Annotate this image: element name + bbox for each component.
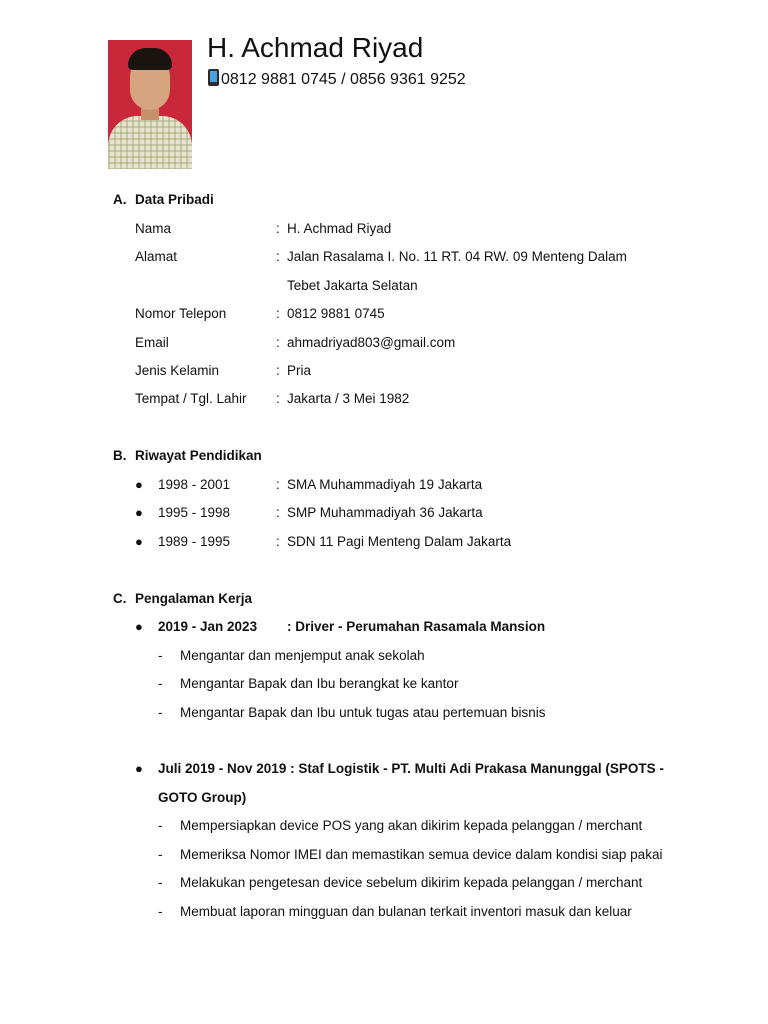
bullet: ● — [135, 505, 143, 520]
education-school: SMA Muhammadiyah 19 Jakarta — [287, 477, 483, 492]
bullet: ● — [135, 761, 143, 776]
education-school: SMP Muhammadiyah 36 Jakarta — [287, 505, 483, 520]
profile-photo — [108, 40, 192, 169]
job-heading: Juli 2019 - Nov 2019 : Staf Logistik - PT. Multi Adi Prakasa Manunggal (SPOTS - — [158, 761, 664, 776]
section-c-letter: C. — [113, 591, 127, 606]
value-alamat: Jalan Rasalama I. No. 11 RT. 04 RW. 09 Menteng Dalam — [287, 249, 627, 264]
job-duty: Mempersiapkan device POS yang akan dikirim kepada pelanggan / merchant — [180, 818, 643, 833]
education-years: 1995 - 1998 — [158, 505, 231, 520]
section-b-letter: B. — [113, 448, 127, 463]
label-email: Email — [135, 335, 169, 350]
label-nama: Nama — [135, 221, 172, 236]
value-alamat-line2: Tebet Jakarta Selatan — [287, 278, 418, 293]
job-duty: Melakukan pengetesan device sebelum dikirim kepada pelanggan / merchant — [180, 875, 643, 890]
job-duty: Memeriksa Nomor IMEI dan memastikan semua device dalam kondisi siap pakai — [180, 847, 663, 862]
job-heading-line2: GOTO Group) — [158, 790, 247, 805]
dash: - — [158, 648, 163, 663]
job-duty: Mengantar Bapak dan Ibu berangkat ke kantor — [180, 676, 459, 691]
bullet: ● — [135, 619, 143, 634]
colon: : — [276, 221, 280, 236]
job-duty: Membuat laporan mingguan dan bulanan terkait inventori masuk dan keluar — [180, 904, 632, 919]
dash: - — [158, 875, 163, 890]
dash: - — [158, 847, 163, 862]
dash: - — [158, 904, 163, 919]
education-years: 1989 - 1995 — [158, 534, 231, 549]
dash: - — [158, 818, 163, 833]
colon: : — [276, 477, 280, 492]
mobile-phone-icon — [208, 69, 219, 86]
colon: : — [276, 249, 280, 264]
education-years: 1998 - 2001 — [158, 477, 231, 492]
value-jenis-kelamin: Pria — [287, 363, 312, 378]
colon: : — [276, 335, 280, 350]
section-b-title: Riwayat Pendidikan — [135, 448, 262, 463]
value-email: ahmadriyad803@gmail.com — [287, 335, 456, 350]
bullet: ● — [135, 477, 143, 492]
label-telepon: Nomor Telepon — [135, 306, 227, 321]
colon: : — [276, 505, 280, 520]
label-alamat: Alamat — [135, 249, 178, 264]
colon: : — [276, 391, 280, 406]
job-position: : Driver - Perumahan Rasamala Mansion — [287, 619, 546, 634]
education-school: SDN 11 Pagi Menteng Dalam Jakarta — [287, 534, 512, 549]
value-nama: H. Achmad Riyad — [287, 221, 392, 236]
job-duty: Mengantar Bapak dan Ibu untuk tugas atau pertemuan bisnis — [180, 705, 546, 720]
colon: : — [276, 534, 280, 549]
dash: - — [158, 705, 163, 720]
section-c-title: Pengalaman Kerja — [135, 591, 253, 606]
job-duty: Mengantar dan menjemput anak sekolah — [180, 648, 425, 663]
dash: - — [158, 676, 163, 691]
value-tempat-tgl-lahir: Jakarta / 3 Mei 1982 — [287, 391, 410, 406]
phone-numbers — [208, 69, 466, 89]
value-telepon: 0812 9881 0745 — [287, 306, 385, 321]
resume-name: H. Achmad Riyad — [207, 32, 424, 63]
section-a-letter: A. — [113, 192, 127, 207]
job-period: 2019 - Jan 2023 — [158, 619, 258, 634]
colon: : — [276, 306, 280, 321]
colon: : — [276, 363, 280, 378]
label-jenis-kelamin: Jenis Kelamin — [135, 363, 220, 378]
bullet: ● — [135, 534, 143, 549]
phone-numbers-text: 0812 9881 0745 / 0856 9361 9252 — [221, 71, 466, 88]
label-tempat-tgl-lahir: Tempat / Tgl. Lahir — [135, 391, 247, 406]
section-a-title: Data Pribadi — [135, 192, 214, 207]
